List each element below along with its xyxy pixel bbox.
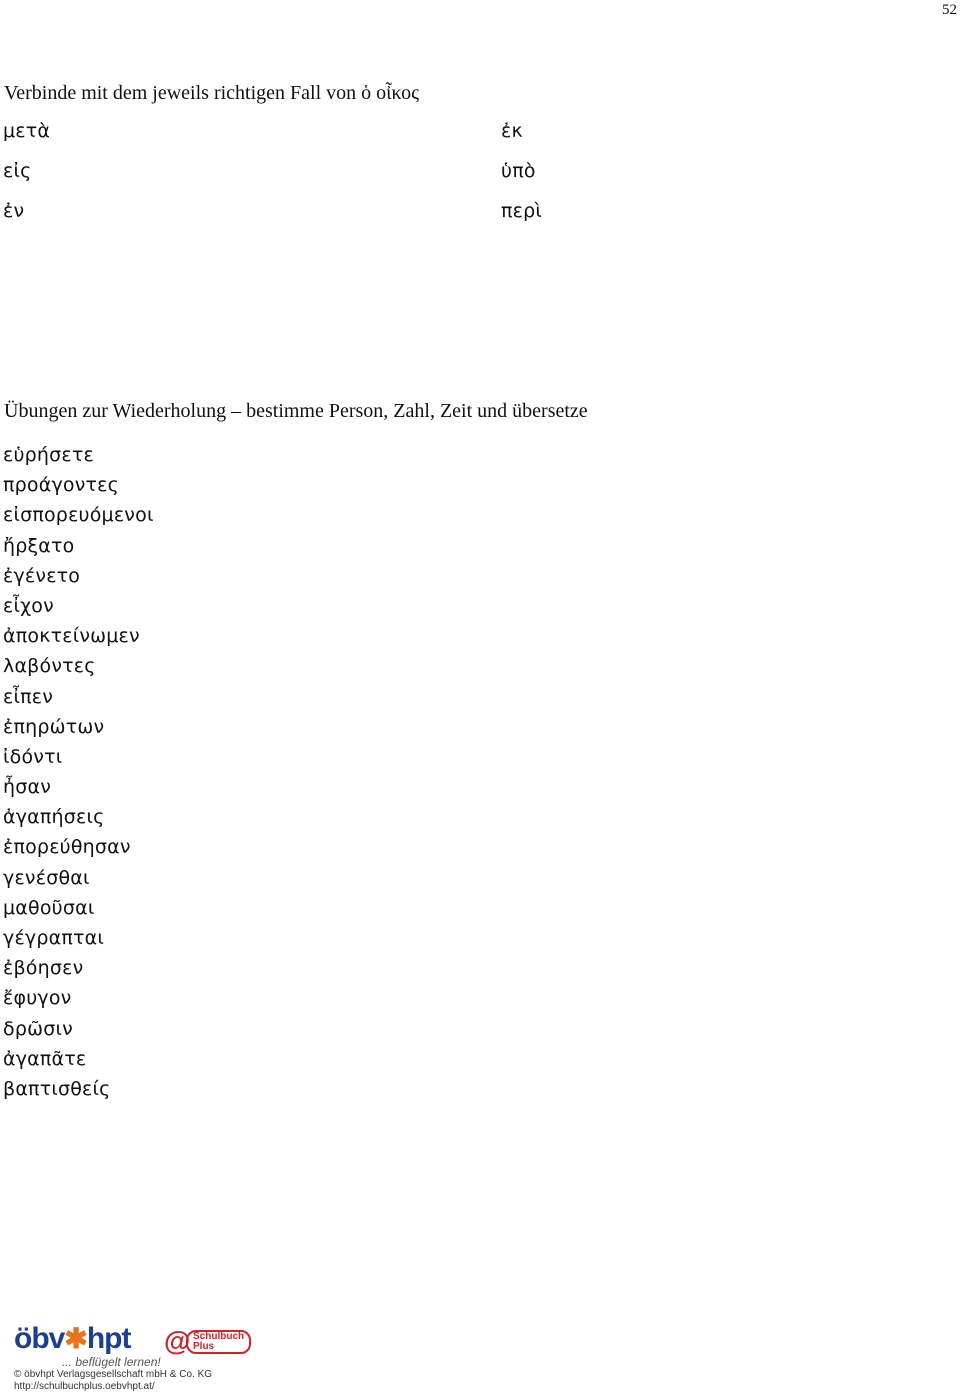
- verb-form: εἰσπορευόμενοι: [3, 504, 154, 527]
- verb-form: ἀγαπᾶτε: [3, 1047, 87, 1070]
- verb-form: εἶπεν: [3, 685, 54, 708]
- preposition-left-1: μετὰ: [3, 120, 51, 142]
- page-number: 52: [942, 2, 957, 18]
- verb-form: ἐγένετο: [3, 564, 81, 587]
- logo-star-icon: ✱: [64, 1323, 87, 1354]
- verb-form: ἀγαπήσεις: [3, 806, 105, 829]
- verb-form: εὑρήσετε: [3, 444, 94, 466]
- logo-hpt-text: hpt: [86, 1322, 131, 1355]
- verb-form: βαπτισθείς: [3, 1077, 111, 1100]
- verb-form: ἐβόησεν: [3, 957, 84, 980]
- verb-form: ἀποκτείνωμεν: [3, 625, 140, 648]
- preposition-right-3: περὶ: [501, 200, 542, 222]
- preposition-left-3: ἐν: [3, 200, 25, 222]
- verb-form: λαβόντες: [3, 655, 96, 678]
- preposition-right-2: ὑπὸ: [501, 160, 536, 182]
- verb-form: ἐπηρώτων: [3, 715, 105, 738]
- verb-form: προάγοντες: [3, 474, 119, 497]
- verb-form: ἤρξατο: [3, 534, 75, 557]
- schulbuch-plus-badge: [164, 1328, 252, 1356]
- verb-form: μαθοῦσαι: [3, 896, 95, 919]
- verb-form: ἦσαν: [3, 776, 52, 799]
- preposition-left-2: εἰς: [3, 160, 32, 182]
- footer-url: http://schulbuchplus.oebvhpt.at/: [14, 1381, 155, 1392]
- verb-form: γέγραπται: [3, 927, 104, 949]
- verb-form: ἰδόντι: [3, 745, 63, 768]
- at-icon: @: [164, 1326, 191, 1356]
- copyright-text: © öbvhpt Verlagsgesellschaft mbH & Co. KG: [14, 1369, 213, 1380]
- copyright-block: [14, 1369, 212, 1393]
- verb-form: ἔφυγον: [3, 987, 72, 1010]
- exercise1-title: Verbinde mit dem jeweils richtigen Fall von ὁ οἶκος: [4, 82, 420, 104]
- verb-form: γενέσθαι: [3, 866, 90, 889]
- verb-form-list: [3, 442, 154, 1106]
- publisher-footer: [12, 1320, 272, 1392]
- slogan: ... beflügelt lernen!: [62, 1355, 161, 1369]
- verb-form: εἶχον: [3, 594, 54, 617]
- publisher-logo: [14, 1322, 130, 1356]
- badge-label: [186, 1330, 251, 1354]
- logo-obv-text: öbv: [14, 1322, 65, 1355]
- exercise2-title: Übungen zur Wiederholung – bestimme Person, Zahl, Zeit und übersetze: [4, 400, 588, 422]
- badge-line-1: Schulbuch: [193, 1331, 245, 1342]
- verb-form: ἐπορεύθησαν: [3, 836, 131, 859]
- verb-form: δρῶσιν: [3, 1017, 73, 1040]
- preposition-right-1: ἐκ: [501, 120, 523, 142]
- badge-line-2: Plus: [193, 1341, 215, 1352]
